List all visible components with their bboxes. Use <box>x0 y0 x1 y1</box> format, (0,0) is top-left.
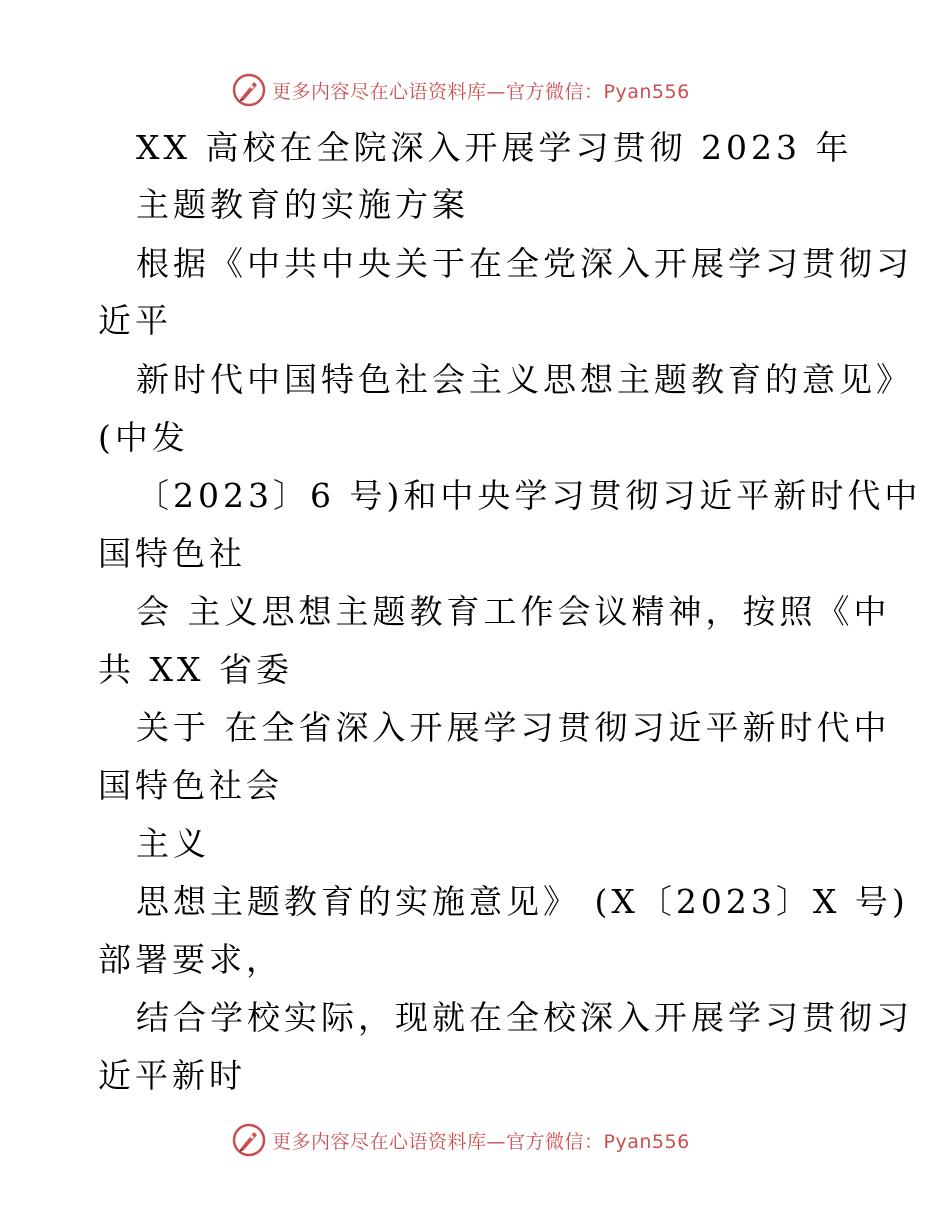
doc-line: 近平新时 <box>98 1056 246 1095</box>
doc-line: 关于 在全省深入开展学习贯彻习近平新时代中 <box>136 708 891 747</box>
doc-line: (中发 <box>98 418 189 457</box>
watermark-text: 更多内容尽在心语资料库—官方微信：Pyan556 <box>272 1130 690 1153</box>
doc-line: 部署要求， <box>98 940 283 979</box>
doc-line: 思想主题教育的实施意见》 (X〔2023〕X 号) <box>136 882 909 921</box>
doc-line: 会 主义思想主题教育工作会议精神，按照《中 <box>136 592 891 631</box>
doc-line: 近平 <box>98 301 172 340</box>
doc-line: 国特色社 <box>98 534 246 573</box>
doc-line: 国特色社会 <box>98 766 283 805</box>
doc-line: 主题教育的实施方案 <box>136 185 469 224</box>
doc-line: 根据《中共中央关于在全党深入开展学习贯彻习 <box>136 244 913 283</box>
quill-pen-logo-icon <box>232 1123 266 1157</box>
doc-line: 新时代中国特色社会主义思想主题教育的意见》 <box>136 360 913 399</box>
doc-line: XX 高校在全院深入开展学习贯彻 2023 年 <box>136 128 853 167</box>
doc-line: 主义 <box>136 824 210 863</box>
doc-line: 结合学校实际，现就在全校深入开展学习贯彻习 <box>136 998 913 1037</box>
watermark-footer <box>232 1122 690 1158</box>
watermark-text: 更多内容尽在心语资料库—官方微信：Pyan556 <box>272 80 690 103</box>
doc-line: 共 XX 省委 <box>98 650 293 689</box>
doc-line: 〔2023〕6 号)和中央学习贯彻习近平新时代中 <box>136 476 922 515</box>
